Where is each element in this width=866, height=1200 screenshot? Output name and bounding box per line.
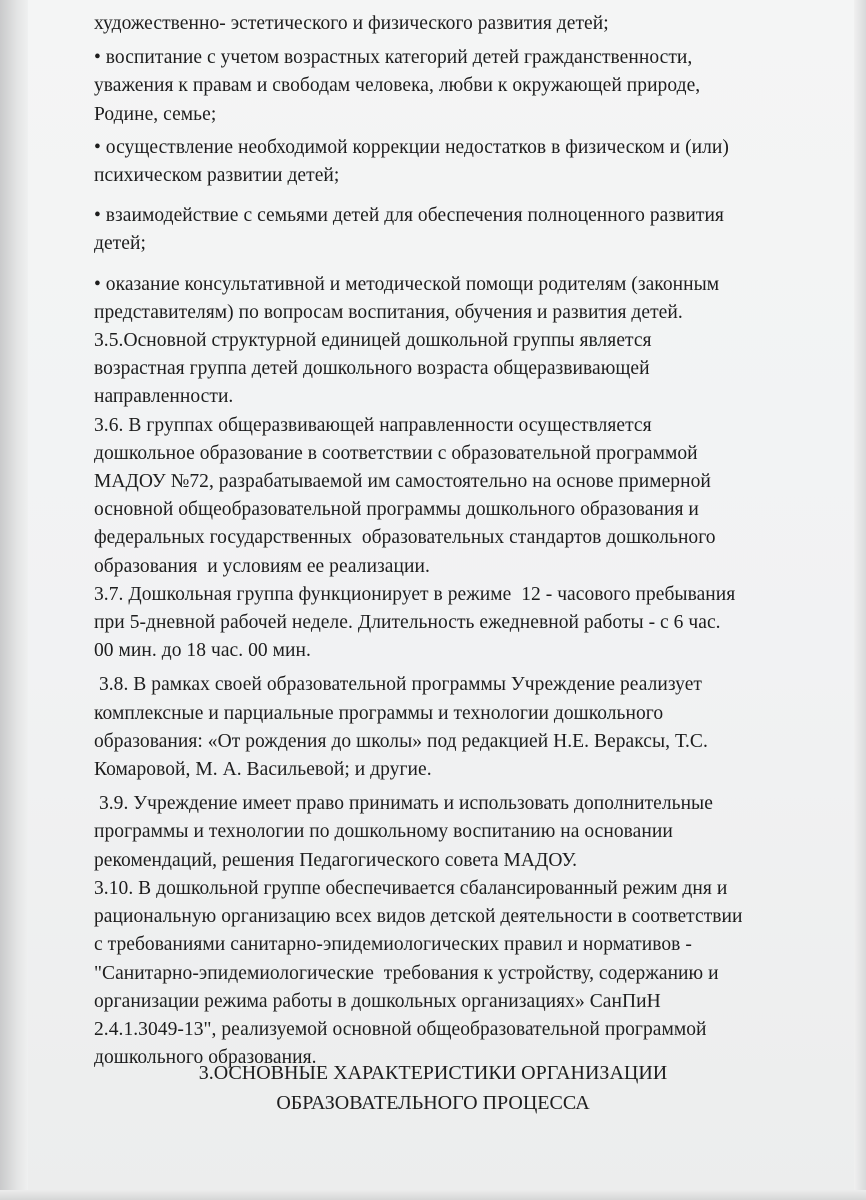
text-line: федеральных государственных образовательных стандартов дошкольного (94, 527, 716, 549)
document-body (94, 0, 824, 1072)
text-line: детей; (94, 233, 146, 255)
text-line: программы и технологии по дошкольному воспитанию на основании (94, 821, 673, 843)
text-line: образования и условиям ее реализации. (94, 555, 430, 577)
section-3-10: 3.10. В дошкольной группе обеспечивается сбалансированный режим дня и (94, 877, 728, 899)
text-line: Комаровой, М. А. Васильевой; и другие. (94, 759, 432, 781)
text-line: психическом развитии детей; (94, 165, 340, 187)
text-line: 00 мин. до 18 час. 00 мин. (94, 640, 311, 662)
text-line: рациональную организацию всех видов детской деятельности в соответствии (94, 906, 743, 928)
text-line: уважения к правам и свободам человека, любви к окружающей природе, (94, 75, 701, 97)
bullet-item: • взаимодействие с семьями детей для обеспечения полноценного развития (94, 205, 724, 227)
bullet-item: • оказание консультативной и методической помощи родителям (законным (94, 273, 720, 295)
text-line: представителям) по вопросам воспитания, обучения и развития детей. (94, 301, 683, 323)
text-line: рекомендаций, решения Педагогического совета МАДОУ. (94, 849, 578, 871)
text-line: возрастная группа детей дошкольного возраста общеразвивающей (94, 358, 650, 380)
heading-line-2: ОБРАЗОВАТЕЛЬНОГО ПРОЦЕССА (276, 1092, 590, 1114)
page-left-shadow (0, 0, 28, 1200)
text-line: "Санитарно-эпидемиологические требования к устройству, содержанию и (94, 962, 719, 984)
section-3-5: 3.5.Основной структурной единицей дошкольной группы является (94, 330, 652, 352)
text-line: организации режима работы в дошкольных организациях» СанПиН (94, 990, 661, 1012)
section-3-7: 3.7. Дошкольная группа функционирует в режиме 12 - часового пребывания (94, 583, 736, 605)
text-line: дошкольного образования. (94, 1047, 317, 1069)
text-line: 2.4.1.3049-13", реализуемой основной общеобразовательной программой (94, 1018, 707, 1040)
text-line: МАДОУ №72, разрабатываемой им самостоятельно на основе примерной (94, 471, 711, 493)
text-line: художественно- эстетического и физического развития детей; (94, 13, 609, 34)
text-line: основной общеобразовательной программы дошкольного образования и (94, 499, 699, 521)
text-line: дошкольное образование в соответствии с образовательной программой (94, 442, 698, 464)
text-line: образования: «От рождения до школы» под редакцией Н.Е. Вераксы, Т.С. (94, 730, 708, 752)
page-right-shadow (854, 0, 866, 1200)
text-line: при 5-дневной рабочей неделе. Длительность ежедневной работы - с 6 час. (94, 612, 721, 634)
heading-line-1: 3.ОСНОВНЫЕ ХАРАКТЕРИСТИКИ ОРГАНИЗАЦИИ (198, 1062, 668, 1084)
section-3-8: 3.8. В рамках своей образовательной программы Учреждение реализует (94, 674, 703, 696)
text-line: направленности. (94, 386, 234, 408)
text-line: с требованиями санитарно-эпидемиологических правил и нормативов - (94, 934, 692, 956)
page-bottom-shadow (0, 1190, 866, 1200)
section-3-9: 3.9. Учреждение имеет право принимать и использовать дополнительные (94, 793, 713, 815)
section-3-6: 3.6. В группах общеразвивающей направленности осуществляется (94, 414, 652, 436)
text-line: Родине, семье; (94, 103, 217, 125)
bullet-item: • воспитание с учетом возрастных категорий детей гражданственности, (94, 47, 693, 69)
text-line: комплексные и парциальные программы и технологии дошкольного (94, 702, 664, 724)
bullet-item: • осуществление необходимой коррекции недостатков в физическом и (или) (94, 136, 729, 158)
section-heading (0, 1058, 866, 1118)
